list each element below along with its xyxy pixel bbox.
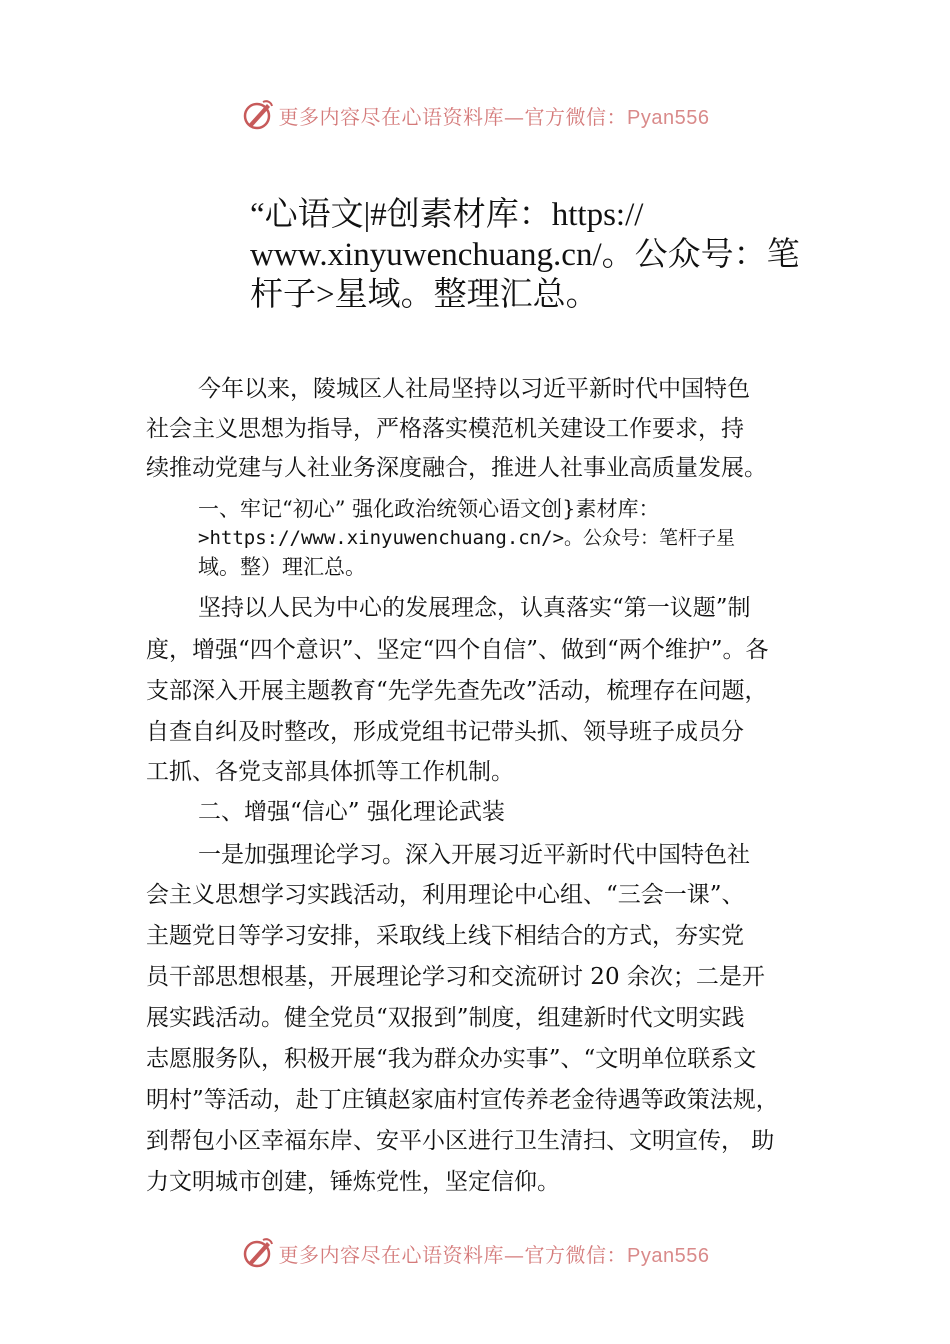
section-heading: 二、增强“信心” 强化理论武装 [198, 799, 505, 825]
paragraph-line: 支部深入开展主题教育“先学先查先改”活动，梳理存在问题， [146, 678, 768, 704]
paragraph-line: 度，增强“四个意识”、坚定“四个自信”、做到“两个维护”。各 [146, 637, 769, 663]
paragraph-line: 续推动党建与人社业务深度融合，推进人社事业高质量发展。 [146, 455, 767, 481]
section-heading: >https://www.xinyuwenchuang.cn/>。公众号：笔杆子星 [198, 527, 736, 549]
headline-line: 杆子>星域。整理汇总。 [250, 277, 599, 313]
headline [250, 195, 900, 315]
section-heading: 域。整）理汇总。 [198, 555, 366, 579]
paragraph-line: 一是加强理论学习。深入开展习近平新时代中国特色社 [198, 842, 750, 868]
paragraph-line: 工抓、各党支部具体抓等工作机制。 [146, 759, 514, 785]
paragraph-line: 自查自纠及时整改，形成党组书记带头抓、领导班子成员分 [146, 719, 744, 745]
banner-text: 更多内容尽在心语资料库—官方微信：Pyan556 [278, 104, 710, 129]
paragraph-line: 会主义思想学习实践活动，利用理论中心组、“三会一课”、 [146, 882, 745, 908]
pen-logo-icon [241, 1236, 275, 1270]
paragraph-line: 力文明城市创建，锤炼党性，坚定信仰。 [146, 1169, 560, 1195]
paragraph-line: 志愿服务队，积极开展“我为群众办实事”、“文明单位联系文 [146, 1046, 757, 1072]
section-heading: 一、牢记“初心” 强化政治统领心语文创}素材库： [198, 497, 660, 521]
paragraph-line: 坚持以人民为中心的发展理念，认真落实“第一议题”制 [198, 595, 751, 621]
paragraph-line: 展实践活动。健全党员“双报到”制度，组建新时代文明实践 [146, 1005, 745, 1031]
banner-text: 更多内容尽在心语资料库—官方微信：Pyan556 [278, 1242, 710, 1267]
headline-line: “心语文|#创素材库：https:// [250, 197, 644, 233]
pen-logo-icon [241, 98, 275, 132]
paragraph-line: 到帮包小区幸福东岸、安平小区进行卫生清扫、文明宣传， 助 [146, 1128, 775, 1154]
paragraph-line: 主题党日等学习安排，采取线上线下相结合的方式，夯实党 [146, 923, 744, 949]
paragraph-line: 明村”等活动，赴丁庄镇赵家庙村宣传养老金待遇等政策法规， [146, 1087, 779, 1113]
header-banner [0, 95, 950, 135]
paragraph-line: 员干部思想根基，开展理论学习和交流研讨 20 余次；二是开 [146, 964, 765, 990]
footer-banner [0, 1233, 950, 1273]
headline-line: www.xinyuwenchuang.cn/。公众号：笔 [250, 237, 800, 273]
paragraph-line: 今年以来，陵城区人社局坚持以习近平新时代中国特色 [198, 376, 750, 402]
paragraph-line: 社会主义思想为指导，严格落实模范机关建设工作要求，持 [146, 416, 744, 442]
